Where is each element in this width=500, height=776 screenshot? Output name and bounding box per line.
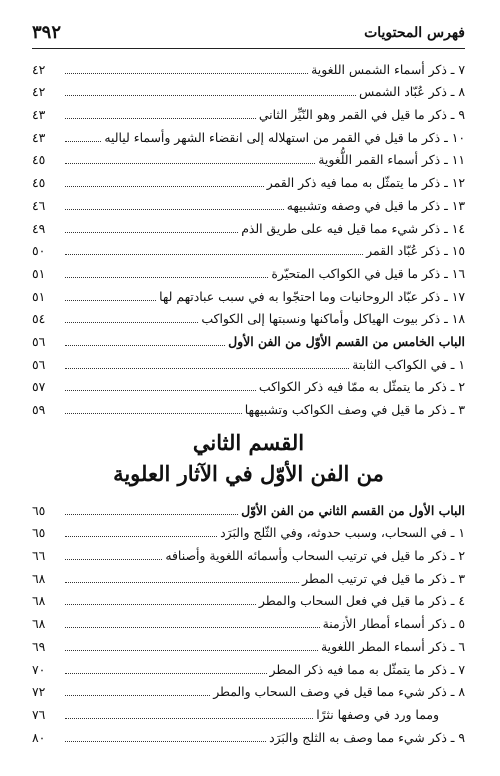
dot-leader [65, 209, 284, 210]
toc-entry-page: ٤٣ [32, 129, 46, 145]
toc-entry-page: ٥٦ [32, 356, 46, 372]
toc-entry-page: ٦٨ [32, 616, 46, 632]
toc-entry [32, 395, 465, 418]
page-header [32, 22, 465, 49]
toc-entry-title: ٢ ـ ذكر ما يتمثّل به ممّا فيه ذكر الكواكب [258, 379, 465, 395]
toc-entry-page: ٧٢ [32, 684, 46, 700]
toc-entry-page: ٦٥ [32, 502, 46, 518]
toc-entry [32, 191, 465, 214]
toc-entry [32, 350, 465, 373]
toc-entry-page: ٦٨ [32, 570, 46, 586]
dot-leader [65, 163, 315, 164]
dot-leader [65, 141, 101, 142]
toc-entry-title: ١٥ ـ ذكر عُبّاد القمر [366, 243, 465, 259]
toc-entry-page: ٤٥ [32, 152, 46, 168]
toc-entry-title: ٧ ـ ذكر ما يتمثّل به مما فيه ذكر المطر [269, 661, 465, 677]
dot-leader [65, 277, 268, 278]
part-heading [32, 428, 465, 490]
toc-entry-title: ١٣ ـ ذكر ما قيل في وصفه وتشبيهه [286, 197, 465, 213]
dot-leader [65, 536, 217, 537]
toc-entry [32, 700, 465, 723]
page-number: ٣٩٢ [32, 22, 62, 43]
toc-entry [32, 78, 465, 101]
toc-entry [32, 259, 465, 282]
toc-page [32, 22, 465, 776]
toc-entry-title: ٣ ـ ذكر ما قيل في ترتيب المطر [302, 570, 465, 586]
dot-leader [65, 413, 242, 414]
toc-entry-page: ٦٦ [32, 548, 46, 564]
dot-leader [65, 390, 256, 391]
toc-entry-page: ٥١ [32, 288, 46, 304]
part-title: القسم الثاني [192, 430, 305, 455]
toc-entry-title: ٩ ـ ذكر شيء مما وصف به الثلج والبَرَد [269, 729, 465, 745]
toc-entry-title: ٨ ـ ذكر شيء مما قيل في وصف السحاب والمطر [213, 684, 465, 700]
toc-entry [32, 55, 465, 78]
toc-entry-page: ٥٦ [32, 333, 46, 349]
toc-entry-page: ٦٩ [32, 638, 46, 654]
toc-entry-title: ٥ ـ ذكر أسماء أمطار الأزمنة [322, 616, 465, 632]
toc-entry-page: ٥٩ [32, 402, 46, 417]
dot-leader [65, 368, 349, 369]
dot-leader [65, 345, 225, 346]
toc-entry [32, 632, 465, 655]
toc-entry-page: ٥٧ [32, 379, 46, 395]
toc-entry-title: ٤ ـ ذكر ما قيل في فعل السحاب والمطر [258, 593, 465, 609]
toc-section-entry [32, 496, 465, 519]
toc-entry-page: ٥١ [32, 265, 46, 281]
toc-entry [32, 564, 465, 587]
toc-entry-page: ٨٠ [32, 729, 46, 745]
toc-entry-title: الباب الخامس من القسم الأوّل من الفن الأول [228, 333, 465, 349]
toc-entry [32, 723, 465, 746]
dot-leader [65, 95, 356, 96]
toc-entry-page: ٥٤ [32, 311, 46, 327]
toc-entry [32, 282, 465, 305]
dot-leader [65, 186, 264, 187]
toc-entry [32, 123, 465, 146]
toc-entry-title: ١ ـ في الكواكب الثابتة [352, 356, 465, 372]
toc-entry [32, 655, 465, 678]
toc-entry [32, 237, 465, 260]
dot-leader [65, 695, 210, 696]
toc-entry-title: ١٤ ـ ذكر شيء مما قيل فيه على طريق الذم [241, 220, 465, 236]
toc-entry [32, 373, 465, 396]
dot-leader [65, 254, 363, 255]
dot-leader [65, 627, 320, 628]
toc-entry [32, 146, 465, 169]
toc-entry-title: ١٠ ـ ذكر ما قيل في القمر من استهلاله إلى انقضاء الشهر وأسماء لياليه [104, 129, 465, 145]
running-title: فهرس المحتويات [364, 25, 465, 41]
dot-leader [65, 514, 238, 515]
toc-entry-title: ١٨ ـ ذكر بيوت الهياكل وأماكنها ونسبتها إلى الكواكب [201, 311, 465, 327]
dot-leader [65, 73, 308, 74]
dot-leader [65, 322, 198, 323]
toc-entry [32, 587, 465, 610]
toc-list-part2 [32, 496, 465, 746]
toc-entry-title: ٢ ـ ذكر ما قيل في ترتيب السحاب وأسمائه اللغوية وأصنافه [165, 548, 465, 564]
toc-entry-title: ٩ ـ ذكر ما قيل في القمر وهو النّيِّر الثاني [258, 107, 465, 123]
toc-entry-title: ١١ ـ ذكر أسماء القمر اللُّغوية [318, 152, 465, 168]
dot-leader [65, 582, 299, 583]
toc-entry [32, 168, 465, 191]
part-subtitle: من الفن الأوّل في الآثار العلوية [113, 461, 384, 486]
toc-entry-page: ٤٣ [32, 107, 46, 123]
toc-entry-page: ٦٥ [32, 525, 46, 541]
toc-entry [32, 519, 465, 542]
toc-entry-title: ١٢ ـ ذكر ما يتمثّل به مما فيه ذكر القمر [266, 175, 465, 191]
toc-entry-title: ٦ ـ ذكر أسماء المطر اللغوية [321, 638, 465, 654]
toc-entry [32, 214, 465, 237]
toc-entry [32, 678, 465, 701]
toc-entry-title: ١ ـ في السحاب، وسبب حدوثه، وفي الثّلج والبَرَد [220, 525, 465, 541]
toc-entry-page: ٤٢ [32, 61, 46, 77]
toc-entry [32, 100, 465, 123]
toc-entry-title: الباب الأول من القسم الثاني من الفن الأوّل [241, 502, 465, 518]
toc-list-part1 [32, 55, 465, 418]
toc-entry [32, 541, 465, 564]
dot-leader [65, 118, 256, 119]
toc-entry [32, 609, 465, 632]
toc-entry-title: ٣ ـ ذكر ما قيل في وصف الكواكب وتشبيهها [244, 402, 465, 417]
toc-entry-page: ٧٠ [32, 661, 46, 677]
dot-leader [65, 650, 318, 651]
dot-leader [65, 232, 238, 233]
toc-entry-page: ٤٦ [32, 197, 46, 213]
dot-leader [65, 559, 162, 560]
dot-leader [65, 741, 266, 742]
toc-entry-title: ومما ورد في وصفها نثرًا [316, 706, 439, 722]
toc-entry-page: ٤٢ [32, 84, 46, 100]
dot-leader [65, 300, 156, 301]
toc-entry-page: ٧٦ [32, 706, 46, 722]
toc-entry-title: ١٦ ـ ذكر ما قيل في الكواكب المتحيّرة [271, 265, 465, 281]
toc-entry [32, 305, 465, 328]
toc-entry-page: ٤٩ [32, 220, 46, 236]
toc-entry-title: ٨ ـ ذكر عُبّاد الشمس [359, 84, 465, 100]
toc-entry-page: ٥٠ [32, 243, 46, 259]
toc-entry-page: ٦٨ [32, 593, 46, 609]
dot-leader [65, 673, 267, 674]
toc-entry-page: ٤٥ [32, 175, 46, 191]
dot-leader [65, 604, 256, 605]
dot-leader [65, 718, 313, 719]
toc-entry-title: ٧ ـ ذكر أسماء الشمس اللغوية [311, 61, 465, 77]
toc-entry-title: ١٧ ـ ذكر عبّاد الروحانيات وما احتجّوا به في سبب عبادتهم لها [159, 288, 465, 304]
toc-section-entry [32, 327, 465, 350]
